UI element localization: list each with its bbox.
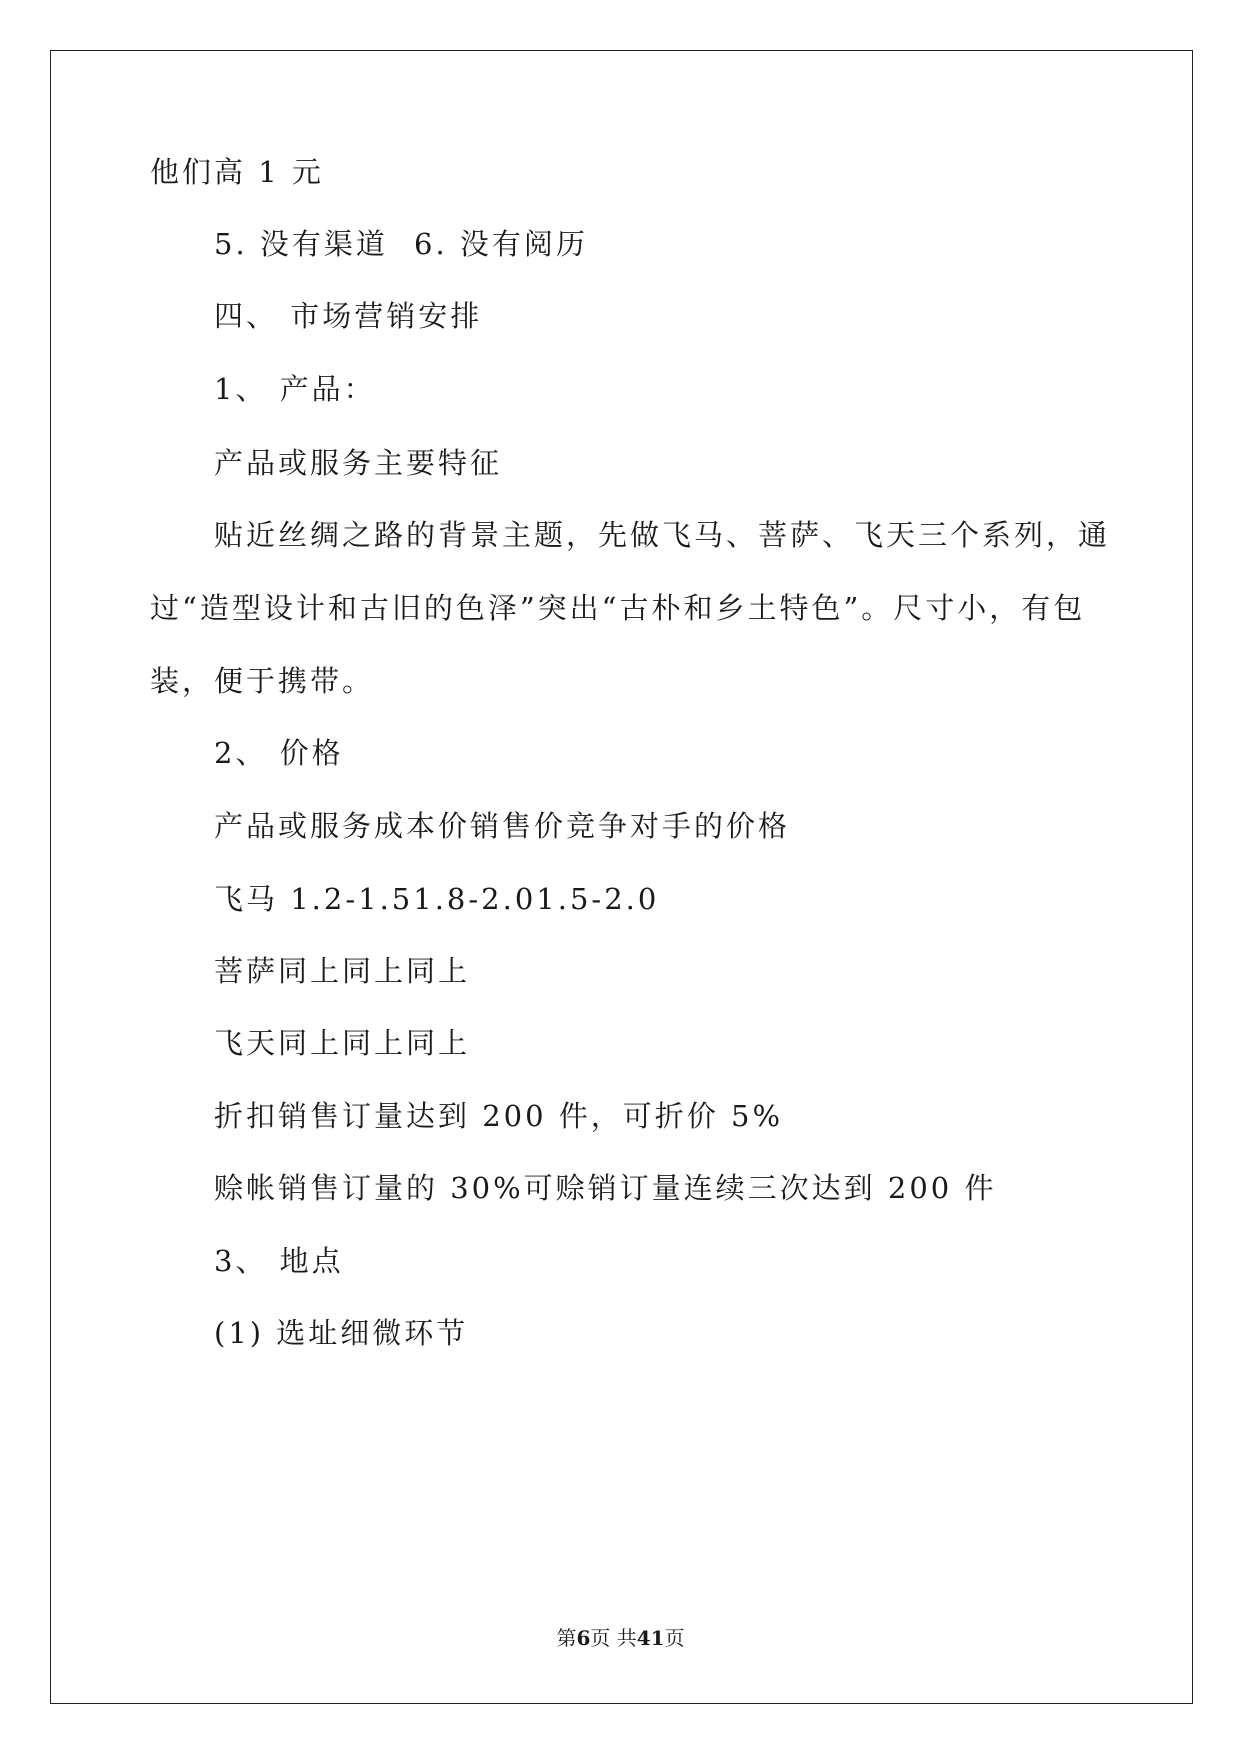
text-line: 飞天同上同上同上 [214, 1026, 471, 1060]
text-line: 菩萨同上同上同上 [214, 954, 471, 988]
subsection-heading: 2、 价格 [214, 736, 344, 770]
text-line: (1) 选址细微环节 [214, 1316, 469, 1350]
paragraph-line: 装，便于携带。 [150, 664, 375, 698]
paragraph-line: 过“造型设计和古旧的色泽”突出“古朴和乡土特色”。尺寸小，有包 [150, 591, 1086, 625]
page-footer [0, 1622, 1241, 1651]
text-line: 飞马 1.2-1.51.8-2.01.5-2.0 [214, 882, 660, 916]
text-line: 赊帐销售订量的 30%可赊销订量连续三次达到 200 件 [214, 1171, 997, 1205]
text-line: 5. 没有渠道 [214, 227, 388, 261]
text-line: 6. 没有阅历 [414, 227, 588, 261]
footer-suffix: 页 [664, 1626, 685, 1650]
paragraph-line: 贴近丝绸之路的背景主题，先做飞马、菩萨、飞天三个系列，通 [214, 518, 1111, 552]
subsection-heading: 1、 产品： [214, 372, 376, 406]
text-line: 折扣销售订量达到 200 件，可折价 5% [214, 1099, 784, 1133]
text-line: 产品或服务成本价销售价竞争对手的价格 [214, 809, 791, 843]
text-line: 他们高 1 元 [150, 155, 324, 189]
total-pages: 41 [636, 1626, 665, 1650]
text-line: 产品或服务主要特征 [214, 446, 503, 480]
footer-mid: 页 共 [590, 1626, 637, 1650]
section-heading: 四、 市场营销安排 [214, 299, 483, 333]
footer-prefix: 第 [556, 1626, 577, 1650]
page-number: 6 [576, 1626, 591, 1650]
subsection-heading: 3、 地点 [214, 1244, 344, 1278]
